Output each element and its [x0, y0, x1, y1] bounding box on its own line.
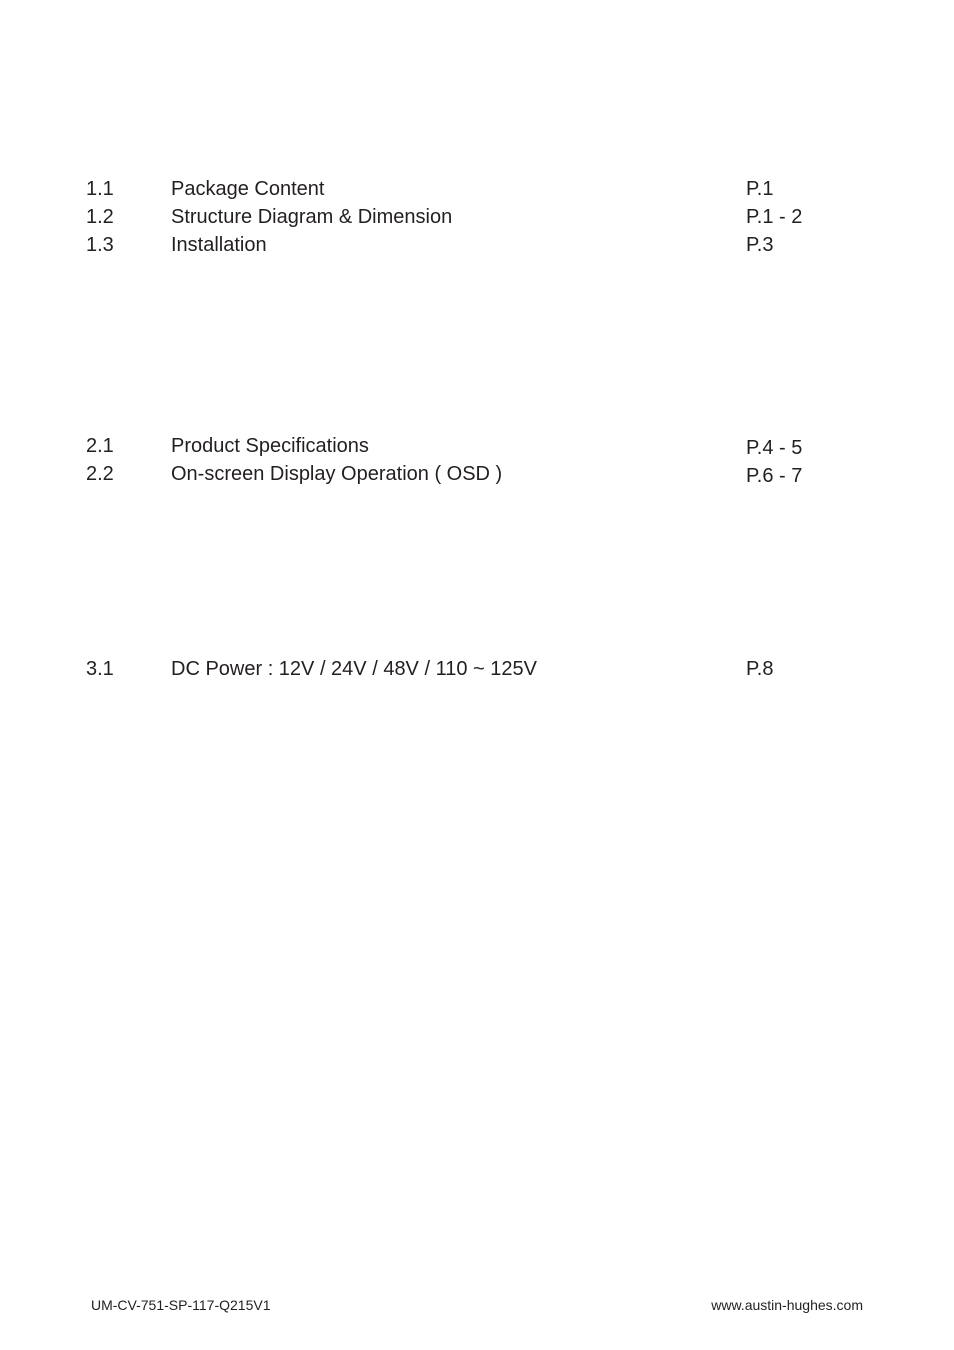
toc-entry-2-2	[0, 460, 954, 488]
footer-doc-code: UM-CV-751-SP-117-Q215V1	[91, 1297, 271, 1313]
toc-entry-1-2	[0, 203, 954, 231]
toc-entry-title: Package Content	[171, 178, 325, 200]
toc-entry-page: P.1 - 2	[746, 206, 803, 228]
toc-entry-title: Structure Diagram & Dimension	[171, 206, 453, 228]
toc-entry-page: P.8	[746, 658, 774, 680]
toc-entry-page: P.6 - 7	[746, 465, 803, 487]
toc-entry-title: Installation	[171, 234, 267, 256]
toc-entry-title: Product Specifications	[171, 435, 369, 457]
toc-section-3	[0, 655, 954, 683]
toc-section-1	[0, 175, 954, 259]
toc-entry-page: P.4 - 5	[746, 437, 803, 459]
toc-entry-number: 3.1	[86, 658, 114, 680]
footer-website: www.austin-hughes.com	[711, 1297, 863, 1313]
toc-entry-1-3	[0, 231, 954, 259]
toc-entry-title: On-screen Display Operation ( OSD )	[171, 463, 503, 485]
toc-entry-2-1	[0, 432, 954, 460]
toc-entry-3-1	[0, 655, 954, 683]
toc-entry-number: 1.2	[86, 206, 114, 228]
toc-section-2	[0, 432, 954, 488]
toc-entry-number: 2.1	[86, 435, 114, 457]
toc-entry-title: DC Power : 12V / 24V / 48V / 110 ~ 125V	[171, 658, 537, 680]
toc-entry-page: P.1	[746, 178, 774, 200]
toc-entry-page: P.3	[746, 234, 774, 256]
toc-entry-number: 2.2	[86, 463, 114, 485]
toc-entry-number: 1.3	[86, 234, 114, 256]
toc-entry-number: 1.1	[86, 178, 114, 200]
toc-entry-1-1	[0, 175, 954, 203]
